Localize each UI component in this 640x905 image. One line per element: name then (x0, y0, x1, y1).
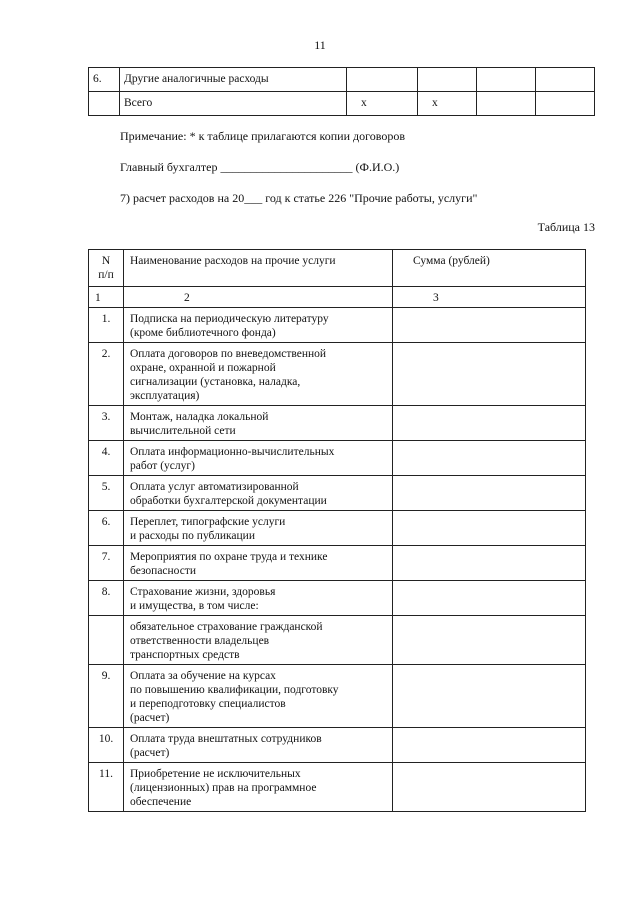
row-number: 4. (89, 441, 124, 476)
col-header-sum: Сумма (рублей) (393, 250, 586, 287)
chief-accountant-line: Главный бухгалтер ______________________ (Ф.И.О.) (120, 160, 400, 174)
row-name: Мероприятия по охране труда и технике безопасности (124, 546, 393, 581)
section-title: 7) расчет расходов на 20___ год к статье 226 "Прочие работы, услуги" (120, 191, 478, 205)
row-number: 6. (89, 511, 124, 546)
expenses-table (88, 249, 586, 812)
row-name: обязательное страхование гражданской ответственности владельцев транспортных средств (124, 616, 393, 665)
row-number: 1. (89, 308, 124, 343)
table-row (89, 546, 586, 581)
cell (418, 68, 477, 92)
table-row (89, 511, 586, 546)
table-row (89, 665, 586, 728)
row-number: 9. (89, 665, 124, 728)
index-cell: 1 (89, 287, 124, 308)
row-number (89, 616, 124, 665)
cell (477, 92, 536, 116)
row-name: Оплата информационно-вычислительных работ (услуг) (124, 441, 393, 476)
cell (477, 68, 536, 92)
header-row (89, 250, 586, 287)
table-row (89, 68, 595, 92)
table-row (89, 581, 586, 616)
note: Примечание: * к таблице прилагаются копии договоров (120, 129, 405, 143)
index-cell: 3 (393, 287, 586, 308)
row-sum (393, 763, 586, 812)
row-name: Оплата труда внештатных сотрудников (расчет) (124, 728, 393, 763)
row-sum (393, 665, 586, 728)
table-row (89, 476, 586, 511)
table-row (89, 763, 586, 812)
row-number: 11. (89, 763, 124, 812)
header-text: N п/п (98, 255, 114, 281)
cell (536, 92, 595, 116)
row-name: Монтаж, наладка локальной вычислительной сети (124, 406, 393, 441)
row-sum (393, 728, 586, 763)
row-number: 5. (89, 476, 124, 511)
row-sum (393, 343, 586, 406)
table-caption: Таблица 13 (537, 220, 595, 234)
row-sum (393, 406, 586, 441)
col-header-num (89, 250, 124, 287)
page-number: 11 (314, 38, 326, 52)
cell: x (418, 92, 477, 116)
cell (347, 68, 418, 92)
row-number: 6. (89, 68, 120, 92)
cell (536, 68, 595, 92)
row-number: 8. (89, 581, 124, 616)
row-name: Оплата услуг автоматизированной обработки бухгалтерской документации (124, 476, 393, 511)
row-number (89, 92, 120, 116)
index-row (89, 287, 586, 308)
row-sum (393, 308, 586, 343)
table-row (89, 728, 586, 763)
index-cell: 2 (124, 287, 393, 308)
row-sum (393, 616, 586, 665)
cell: x (347, 92, 418, 116)
row-name: Оплата за обучение на курсах по повышению квалификации, подготовку и переподготовку специалистов (расчет) (124, 665, 393, 728)
table-row (89, 308, 586, 343)
row-name: Страхование жизни, здоровья и имущества, в том числе: (124, 581, 393, 616)
row-sum (393, 581, 586, 616)
row-sum (393, 476, 586, 511)
table-row (89, 616, 586, 665)
row-number: 10. (89, 728, 124, 763)
row-name: Другие аналогичные расходы (120, 68, 347, 92)
row-sum (393, 441, 586, 476)
row-name: Оплата договоров по вневедомственной охране, охранной и пожарной сигнализации (установка, наладка, эксплуатация) (124, 343, 393, 406)
row-number: 3. (89, 406, 124, 441)
row-sum (393, 511, 586, 546)
row-sum (393, 546, 586, 581)
table-row (89, 406, 586, 441)
col-header-name: Наименование расходов на прочие услуги (124, 250, 393, 287)
table-row (89, 441, 586, 476)
row-name: Переплет, типографские услуги и расходы по публикации (124, 511, 393, 546)
table-row (89, 343, 586, 406)
table-row (89, 92, 595, 116)
continued-table (88, 67, 595, 116)
row-name: Приобретение не исключительных (лицензионных) прав на программное обеспечение (124, 763, 393, 812)
row-name: Всего (120, 92, 347, 116)
row-number: 2. (89, 343, 124, 406)
row-number: 7. (89, 546, 124, 581)
row-name: Подписка на периодическую литературу (кроме библиотечного фонда) (124, 308, 393, 343)
